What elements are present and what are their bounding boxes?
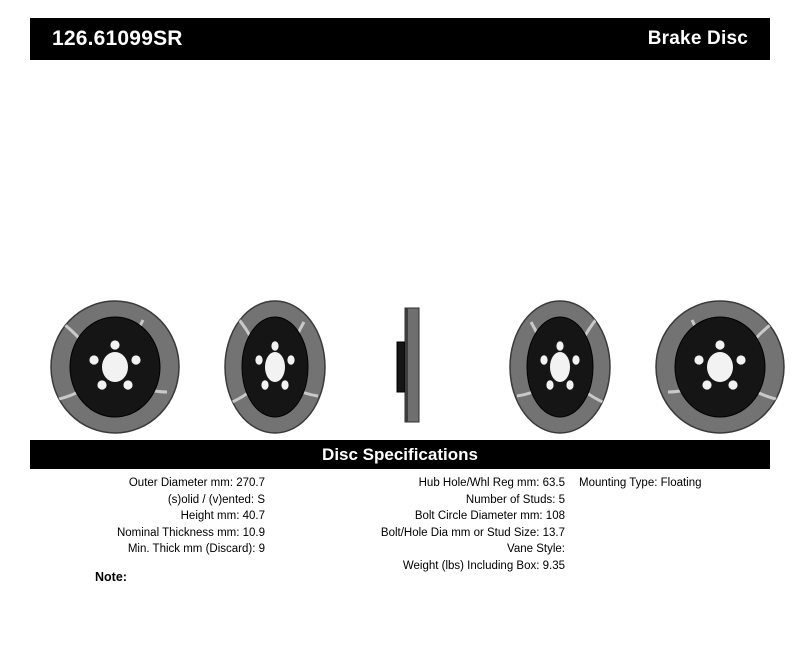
page-title: Brake Disc <box>647 28 748 49</box>
spec-column-middle <box>275 475 565 574</box>
rotor-front-right-angled <box>630 300 800 435</box>
spec-item: Outer Diameter mm: 270.7 <box>128 477 265 489</box>
spec-item: Weight (lbs) Including Box: 9.35 <box>402 559 565 572</box>
spec-column-right <box>575 475 770 492</box>
header-bar <box>30 18 770 60</box>
part-number: 126.61099SR <box>52 27 183 50</box>
spec-item: Number of Studs: 5 <box>465 493 565 506</box>
spec-heading: Disc Specifications <box>30 440 770 469</box>
spec-body <box>30 469 770 595</box>
rotor-front-left-angled <box>25 300 205 435</box>
spec-item: Height mm: 40.7 <box>180 510 265 522</box>
spec-item: Min. Thick mm (Discard): 9 <box>127 543 265 555</box>
spec-item: Bolt/Hole Dia mm or Stud Size: 13.7 <box>380 526 565 539</box>
rotor-front-right <box>485 300 635 435</box>
rotor-edge <box>375 300 435 435</box>
spec-item: Mounting Type: Floating <box>579 477 702 489</box>
rotor-front-left <box>200 300 350 435</box>
spec-item: Nominal Thickness mm: 10.9 <box>116 526 265 539</box>
spec-item: Vane Style: <box>507 543 565 555</box>
rotor-illustration-group <box>30 300 770 435</box>
spec-column-left <box>30 475 265 558</box>
spec-item: Hub Hole/Whl Reg mm: 63.5 <box>418 477 565 489</box>
spec-item: Bolt Circle Diameter mm: 108 <box>414 510 565 522</box>
spec-item: (s)olid / (v)ented: S <box>167 493 265 506</box>
note-label: Note: <box>95 570 127 584</box>
